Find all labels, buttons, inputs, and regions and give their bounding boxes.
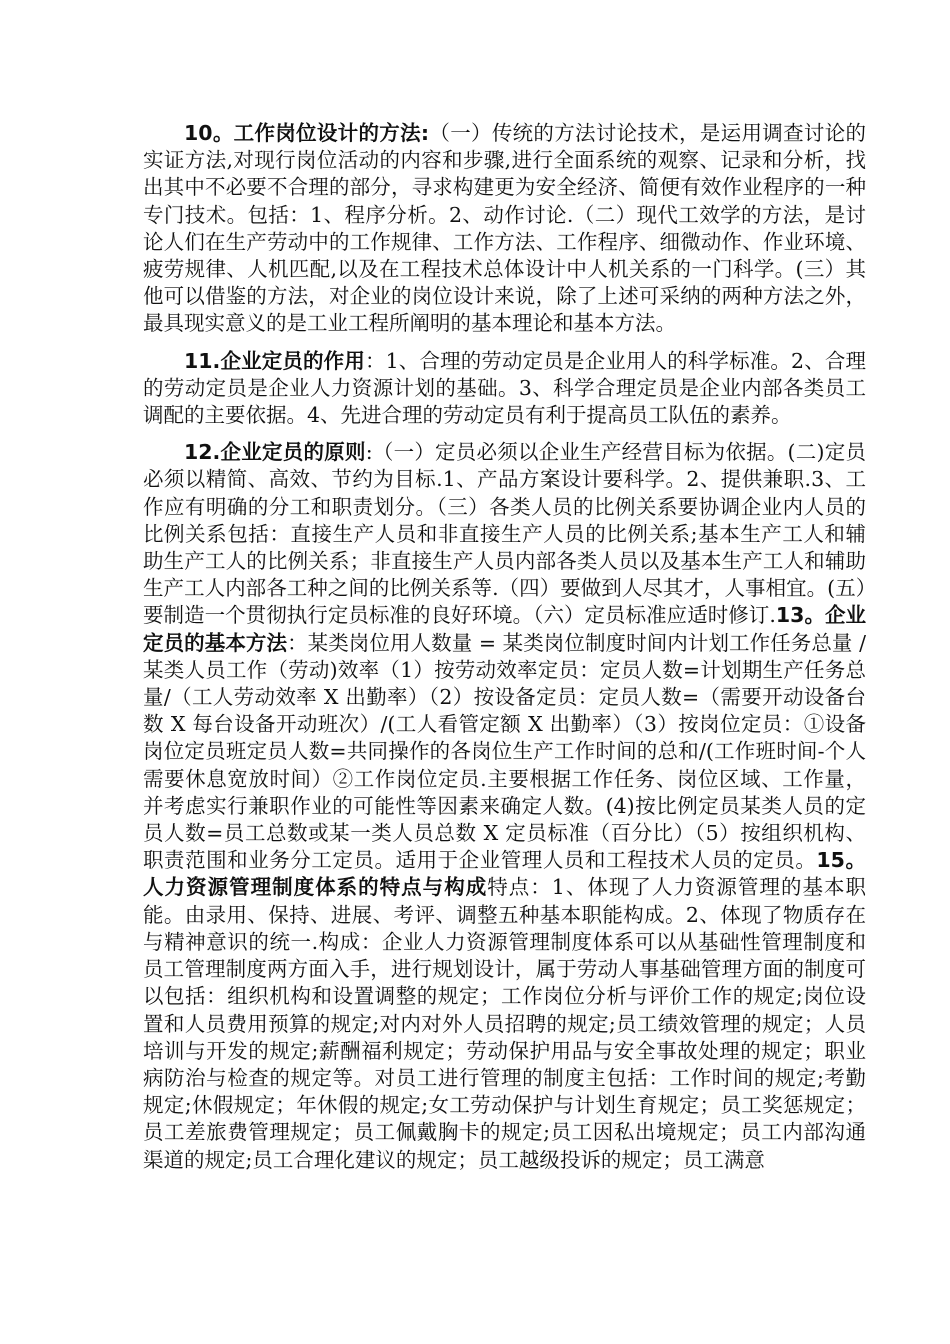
document-page (143, 120, 866, 1174)
section-heading: 13。企业定员的基本方法 (143, 603, 867, 655)
paragraph-text: :（一）定员必须以企业生产经营目标为依据。(二)定员必须以精简、高效、节约为目标.1、产品方案设计要科学。2、提供兼职.3、工作应有明确的分工和职责划分。（三）各类人员的比例关系要协调企业内人员的比例关系包括：直接生产人员和非直接生产人员的比例关系;基本生产工人和辅助生产工人的比例关系；非直接生产人员内部各类人员以及基本生产工人和辅助生产工人内部各工种之间的比例关系等.（四）要做到人尽其才，人事相宜。(五）要制造一个贯彻执行定员标准的良好环境。（六）定员标准应适时修订. (143, 440, 866, 628)
paragraph-text: ：某类岗位用人数量 = 某类岗位制度时间内计划工作任务总量 / 某类人员工作（劳动)效率（1）按劳动效率定员：定员人数=计划期生产任务总量/（工人劳动效率 X 出勤率）（2）按设备定员：定员人数=（需要开动设备台数 X 每台设备开动班次）/(工人看管定额 X 出勤率）（3）按岗位定员：①设备岗位定员班定员人数=共同操作的各岗位生产工作时间的总和/(工作班时间-个人需要休息宽放时间）②工作岗位定员.主要根据工作任务、岗位区域、工作量，并考虑实行兼职作业的可能性等因素来确定人数。(4)按比例定员某类人员的定员人数=员工总数或某一类人员总数 X 定员标准（百分比）（5）按组织机构、职责范围和业务分工定员。适用于企业管理人员和工程技术人员的定员。 (143, 630, 866, 873)
paragraph-staffing-principles (143, 439, 866, 1173)
paragraph-text: ：1、合理的劳动定员是企业用人的科学标准。2、合理的劳动定员是企业人力资源计划的基础。3、科学合理定员是企业内部各类员工调配的主要依据。4、先进合理的劳动定员有利于提高员工队伍的素养。 (143, 348, 866, 428)
paragraph-text: （一）传统的方法讨论技术，是运用调查讨论的实证方法,对现行岗位活动的内容和步骤,进行全面系统的观察、记录和分析，找出其中不必要不合理的部分，寻求构建更为安全经济、简便有效作业程序的一种专门技术。包括：1、程序分析。2、动作讨论.（二）现代工效学的方法，是讨论人们在生产劳动中的工作规律、工作方法、工作程序、细微动作、作业环境、疲劳规律、人机匹配,以及在工程技术总体设计中人机关系的一门科学。(三）其他可以借鉴的方法，对企业的岗位设计来说，除了上述可采纳的两种方法之外，最具现实意义的是工业工程所阐明的基本理论和基本方法。 (143, 121, 867, 336)
paragraph-staffing-role (143, 348, 866, 430)
paragraph-job-design-methods (143, 120, 866, 338)
section-heading: 11.企业定员的作用 (184, 348, 365, 373)
section-heading: 15。人力资源管理制度体系的特点与构成 (143, 848, 866, 900)
paragraph-text: 特点：1、体现了人力资源管理的基本职能。由录用、保持、进展、考评、调整五种基本职能构成。2、体现了物质存在与精神意识的统一.构成：企业人力资源管理制度体系可以从基础性管理制度和员工管理制度两方面入手，进行规划设计，属于劳动人事基础管理方面的制度可以包括：组织机构和设置调整的规定；工作岗位分析与评价工作的规定;岗位设置和人员费用预算的规定;对内对外人员招聘的规定;员工绩效管理的规定；人员培训与开发的规定;薪酬福利规定；劳动保护用品与安全事故处理的规定；职业病防治与检查的规定等。对员工进行管理的制度主包括：工作时间的规定;考勤规定;休假规定；年休假的规定;女工劳动保护与计划生育规定；员工奖惩规定；员工差旅费管理规定；员工佩戴胸卡的规定;员工因私出境规定；员工内部沟通渠道的规定;员工合理化建议的规定；员工越级投诉的规定；员工满意 (143, 875, 866, 1172)
section-heading: 12.企业定员的原则 (184, 440, 366, 465)
section-heading: 10。工作岗位设计的方法: (184, 121, 430, 145)
